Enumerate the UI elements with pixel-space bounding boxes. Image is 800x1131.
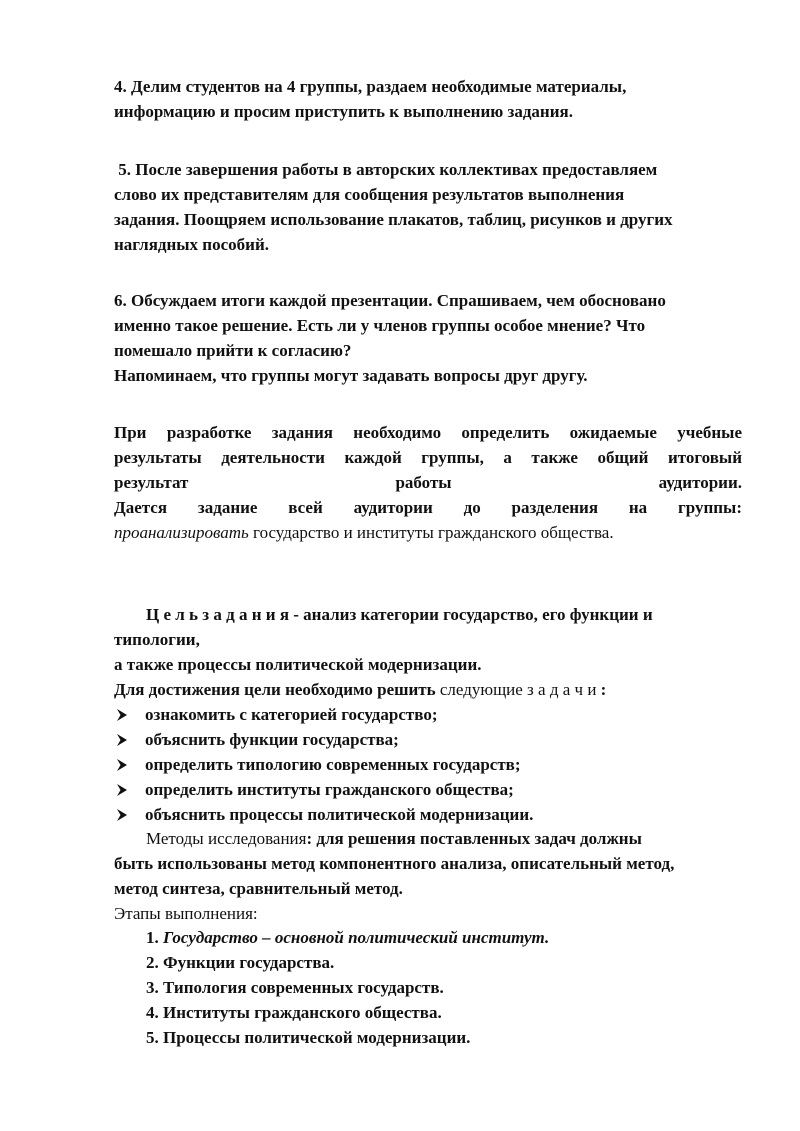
tasks-label: следующие з а д а ч и <box>435 680 597 699</box>
methods-section <box>114 826 754 926</box>
text-line: наглядных пособий. <box>114 235 269 254</box>
list-item <box>114 802 754 827</box>
list-item <box>146 1000 549 1025</box>
list-item <box>146 950 549 975</box>
text-line: слово их представителям для сообщения результатов выполнения <box>114 185 625 204</box>
text-line: быть использованы метод компонентного анализа, описательный метод, <box>114 854 675 873</box>
text-line: помешало прийти к согласию? <box>114 341 352 360</box>
goal-section <box>114 602 754 702</box>
paragraph-task-development <box>114 420 742 545</box>
italic-verb: проанализировать <box>114 523 249 542</box>
text-line: именно такое решение. Есть ли у членов группы особое мнение? Что <box>114 316 646 335</box>
paragraph-step-5 <box>114 157 744 257</box>
list-item <box>114 727 754 752</box>
text-line: 4. Делим студентов на 4 группы, раздаем необходимые материалы, <box>114 77 627 96</box>
arrowhead-bullet-icon <box>116 759 128 771</box>
text-line <box>114 602 754 627</box>
text-line: результат работы аудитории. <box>114 473 742 492</box>
tasks-list <box>114 702 754 827</box>
stage-text: Процессы политической модернизации. <box>163 1028 471 1047</box>
stage-number: 3. <box>146 978 163 997</box>
text-line: результаты деятельности каждой группы, а также общий итоговый <box>114 448 742 467</box>
stage-text: Институты гражданского общества. <box>163 1003 442 1022</box>
text-line <box>114 826 754 851</box>
text-line <box>114 677 754 702</box>
tasks-intro: Для достижения цели необходимо решить <box>114 680 436 699</box>
paragraph-step-4 <box>114 74 744 124</box>
stage-text: Функции государства. <box>163 953 335 972</box>
arrowhead-bullet-icon <box>116 809 128 821</box>
list-item <box>114 777 754 802</box>
stage-number: 4. <box>146 1003 163 1022</box>
text-line: метод синтеза, сравнительный метод. <box>114 879 403 898</box>
stage-number: 2. <box>146 953 163 972</box>
arrowhead-bullet-icon <box>116 709 128 721</box>
text-line: задания. Поощряем использование плакатов, таблиц, рисунков и других <box>114 210 673 229</box>
text-line: При разработке задания необходимо определить ожидаемые учебные <box>114 423 742 442</box>
list-item-text: определить типологию современных государств; <box>145 755 521 774</box>
list-item <box>114 702 754 727</box>
text-line: информацию и просим приступить к выполнению задания. <box>114 102 573 121</box>
stage-number: 5. <box>146 1028 163 1047</box>
arrowhead-bullet-icon <box>116 784 128 796</box>
methods-label: Методы исследования <box>146 829 307 848</box>
stage-text: Типология современных государств. <box>163 978 444 997</box>
text-line <box>114 520 742 545</box>
arrowhead-bullet-icon <box>116 734 128 746</box>
stages-list <box>146 925 549 1050</box>
tasks-colon: : <box>596 680 607 699</box>
methods-text: : для решения поставленных задач должны <box>306 829 642 848</box>
text-line: 5. После завершения работы в авторских коллективах предоставляем <box>114 160 658 179</box>
text-line: а также процессы политической модернизации. <box>114 655 482 674</box>
stage-number: 1. <box>146 928 163 947</box>
goal-text: - анализ категории государство, его функции и <box>289 605 653 624</box>
stage-text: Государство – основной политический институт. <box>163 928 550 947</box>
paragraph-step-6 <box>114 288 744 388</box>
text-line: Дается задание всей аудитории до разделения на группы: <box>114 498 742 517</box>
list-item-text: объяснить процессы политической модернизации. <box>145 805 534 824</box>
stages-label: Этапы выполнения: <box>114 904 258 923</box>
text-line: Напоминаем, что группы могут задавать вопросы друг другу. <box>114 366 588 385</box>
text-span: государство и институты гражданского общества. <box>248 523 614 542</box>
list-item <box>146 1025 549 1050</box>
list-item <box>114 752 754 777</box>
list-item <box>146 925 549 950</box>
list-item-text: объяснить функции государства; <box>145 730 399 749</box>
text-line: 6. Обсуждаем итоги каждой презентации. Спрашиваем, чем обосновано <box>114 291 666 310</box>
list-item <box>146 975 549 1000</box>
goal-label: Ц е л ь з а д а н и я <box>146 605 290 624</box>
text-line: типологии, <box>114 630 200 649</box>
list-item-text: определить институты гражданского общества; <box>145 780 514 799</box>
list-item-text: ознакомить с категорией государство; <box>145 705 438 724</box>
